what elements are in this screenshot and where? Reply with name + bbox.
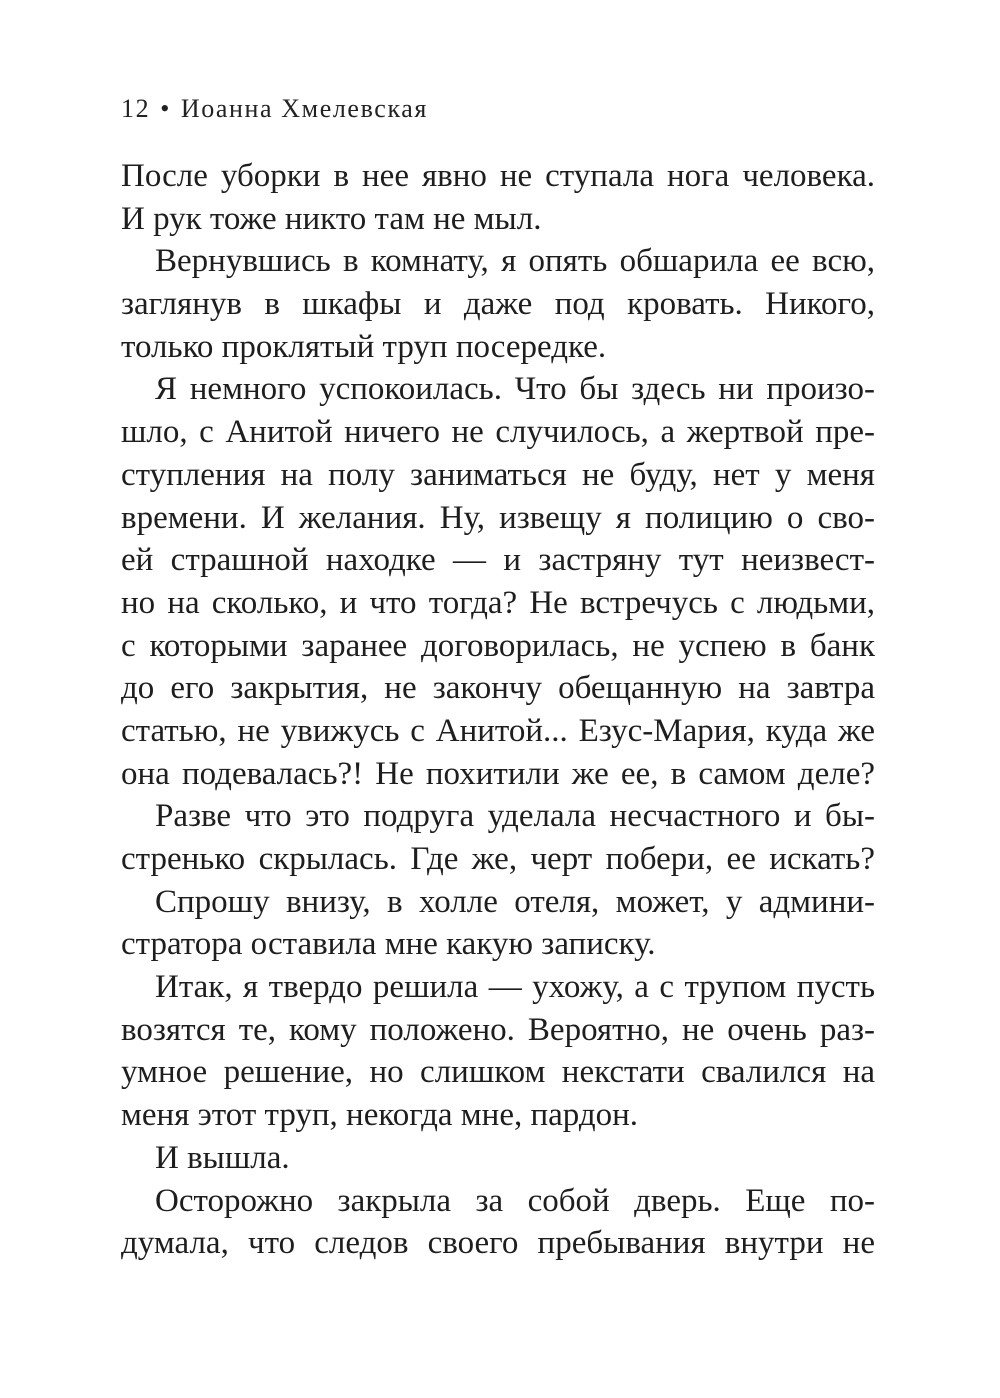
text-line: Спрошу внизу, в холле отеля, может, у админи- [155, 883, 875, 920]
text-line: она подевалась?! Не похитили же ее, в самом деле? [121, 755, 875, 792]
text-line: статью, не увижусь с Анитой... Езус-Мария, куда же [121, 712, 875, 749]
text-line: ступления на полу заниматься не буду, нет у меня [121, 456, 875, 493]
text-line: стренько скрылась. Где же, черт побери, ее искать? [121, 841, 875, 877]
text-line: времени. И желания. Ну, извещу я полицию о сво- [121, 499, 875, 536]
text-line: ей страшной находке — и застряну тут неизвест- [121, 542, 875, 579]
text-line: Я немного успокоилась. Что бы здесь ни произо- [155, 371, 875, 408]
text-line: Вернувшись в комнату, я опять обшарила ее всю, [155, 243, 875, 280]
text-line: только проклятый труп посередке. [121, 328, 607, 365]
author-name: Иоанна Хмелевская [180, 94, 428, 123]
body-text [121, 155, 875, 1265]
text-line: думала, что следов своего пребывания внутри не [121, 1225, 875, 1262]
page-number: 12 [121, 94, 151, 123]
running-head [121, 91, 428, 127]
text-line: И вышла. [155, 1139, 290, 1176]
text-line: стратора оставила мне какую записку. [121, 926, 656, 963]
text-line: Осторожно закрыла за собой дверь. Еще по- [155, 1182, 875, 1219]
text-line: с которыми заранее договорилась, не успею в банк [121, 627, 875, 664]
text-line: меня этот труп, некогда мне, пардон. [121, 1097, 639, 1134]
header-separator: • [160, 94, 171, 123]
text-line: После уборки в нее явно не ступала нога человека. [121, 158, 875, 194]
text-line: Итак, я твердо решила — ухожу, а с трупом пусть [155, 969, 875, 1006]
text-line: умное решение, но слишком некстати свалился на [121, 1054, 875, 1091]
text-line: шло, с Анитой ничего не случилось, а жертвой пре- [121, 414, 875, 451]
text-line: заглянув в шкафы и даже под кровать. Никого, [121, 286, 875, 323]
text-line: Разве что это подруга уделала несчастного и бы- [155, 798, 875, 835]
text-line: И рук тоже никто там не мыл. [121, 200, 542, 237]
text-line: до его закрытия, не закончу обещанную на завтра [121, 670, 875, 707]
text-line: но на сколько, и что тогда? Не встречусь с людьми, [121, 584, 875, 621]
text-line: возятся те, кому положено. Вероятно, не очень раз- [121, 1011, 875, 1048]
